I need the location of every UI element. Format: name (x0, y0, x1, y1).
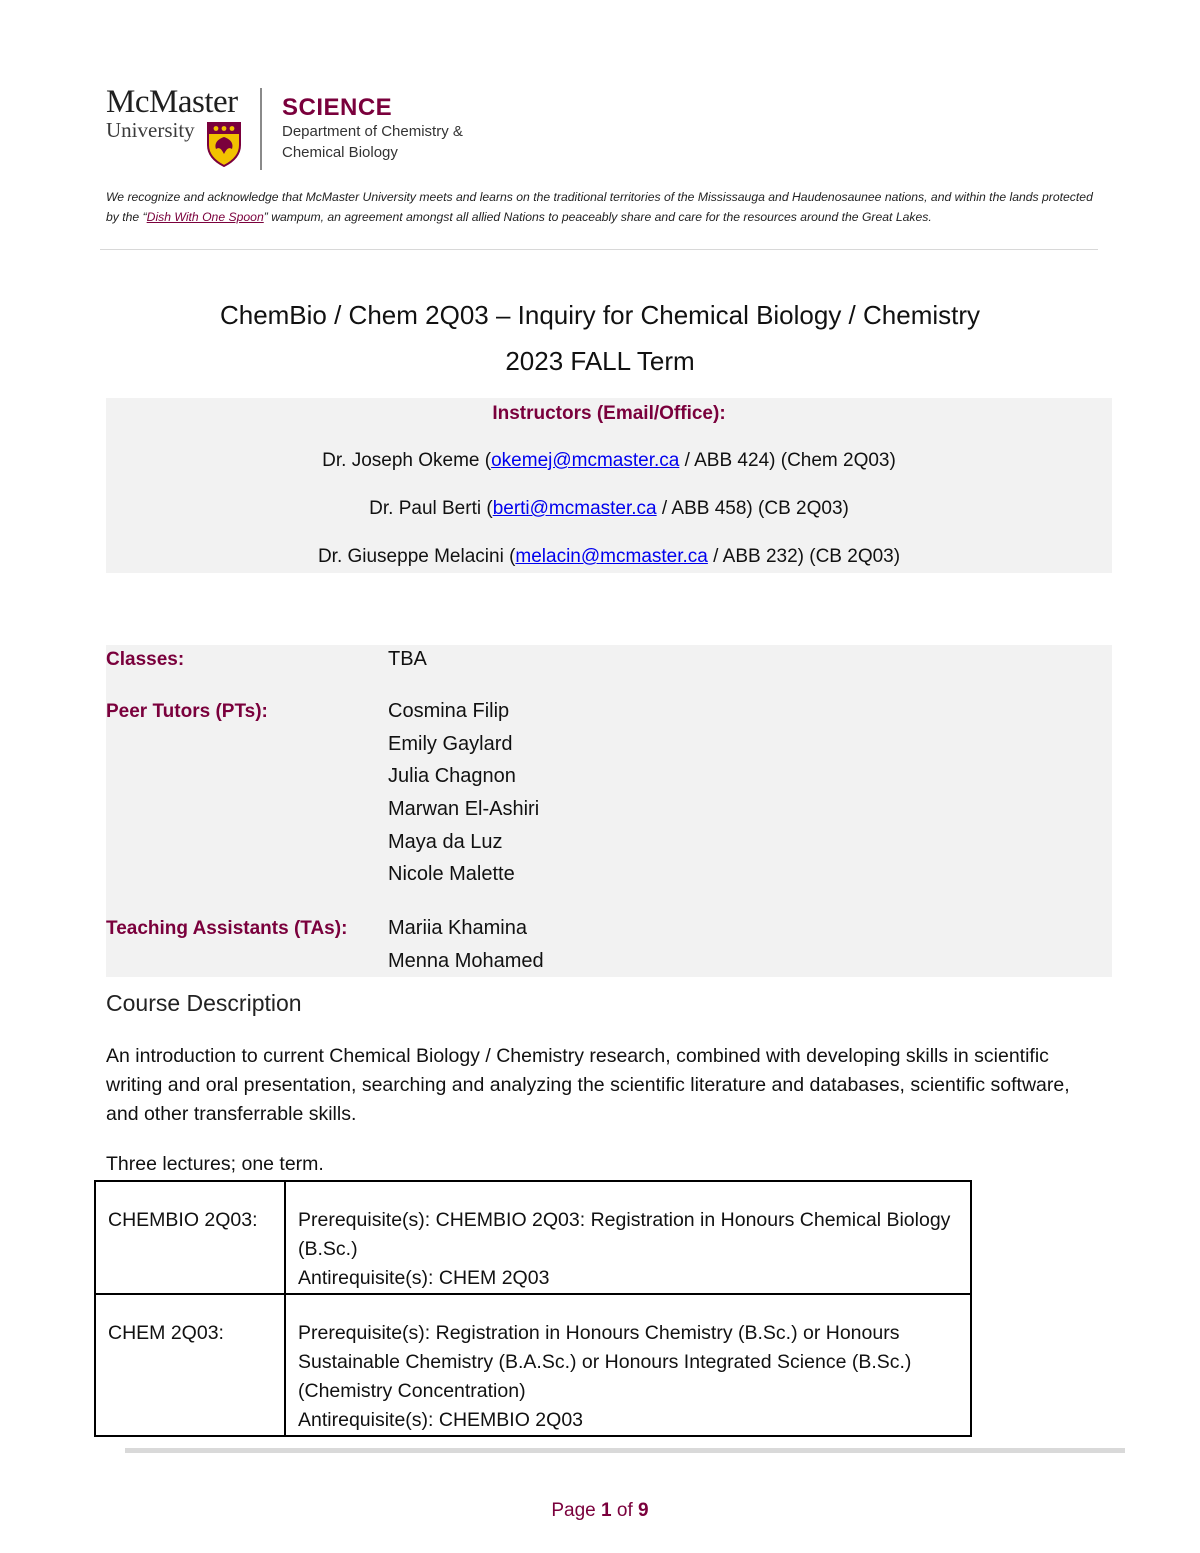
prerequisite-text: Prerequisite(s): CHEMBIO 2Q03: Registration in Honours Chemical Biology (B.Sc.) (298, 1209, 951, 1260)
instructor-row (106, 546, 1112, 568)
instructor-email-link[interactable]: okemej@mcmaster.ca (491, 450, 680, 471)
instructor-name: Dr. Giuseppe Melacini ( (317, 546, 516, 567)
course-term: 2023 FALL Term (505, 346, 695, 376)
teaching-assistant-name: Menna Mohamed (388, 950, 544, 972)
requisites-cell (285, 1181, 971, 1294)
peer-tutor-name: Cosmina Filip (388, 700, 510, 722)
course-code-cell: CHEM 2Q03: (95, 1294, 285, 1436)
instructor-email-link[interactable]: melacin@mcmaster.ca (515, 546, 708, 567)
land-acknowledgement (106, 188, 1106, 227)
antirequisite-text: Antirequisite(s): CHEMBIO 2Q03 (298, 1409, 584, 1431)
page-word: Page (551, 1500, 596, 1521)
peer-tutor-name: Julia Chagnon (388, 765, 516, 787)
course-description-heading: Course Description (106, 990, 302, 1016)
requisites-cell (285, 1294, 971, 1436)
table-row (95, 1294, 971, 1436)
peer-tutor-name: Nicole Malette (388, 863, 515, 885)
peer-tutor-name: Maya da Luz (388, 831, 503, 853)
logo-department-line2: Chemical Biology (282, 144, 398, 161)
logo-science: SCIENCE (282, 94, 393, 121)
table-row (95, 1181, 971, 1294)
logo-divider (260, 88, 262, 170)
land-ack-text-end: ” wampum, an agreement amongst all allied Nations to peaceably share and care for the resources around the Great Lakes. (263, 209, 932, 224)
instructor-name: Dr. Paul Berti ( (369, 498, 493, 519)
course-code-cell: CHEMBIO 2Q03: (95, 1181, 285, 1294)
page-current: 1 (601, 1500, 612, 1521)
instructor-row (106, 450, 1112, 472)
page-number (0, 1500, 1200, 1522)
teaching-assistant-name: Mariia Khamina (388, 917, 527, 939)
instructor-office: / ABB 232) (CB 2Q03) (707, 546, 901, 567)
peer-tutor-name: Marwan El-Ashiri (388, 798, 540, 820)
instructor-office: / ABB 458) (CB 2Q03) (656, 498, 849, 519)
peer-tutors-label: Peer Tutors (PTs): (106, 701, 268, 722)
footer-divider (125, 1448, 1125, 1453)
prerequisite-text: Prerequisite(s): Registration in Honours Chemistry (B.Sc.) or Honours Sustainable Chemistry (B.A.Sc.) or Honours Integrated Science (B.Sc.) (Chemistry Concentration) (298, 1322, 912, 1402)
classes-value: TBA (388, 648, 427, 670)
course-description-text: An introduction to current Chemical Biology / Chemistry research, combined with developing skills in scientific writing and oral presentation, searching and analyzing the scientific literature and databases, scientific software, and other transferrable skills. (106, 1045, 1070, 1125)
antirequisite-text: Antirequisite(s): CHEM 2Q03 (298, 1267, 550, 1289)
land-ack-text-start: We recognize and acknowledge that McMaster University meets and learns on the traditional territories of the Mississauga and Haudenosaunee nations, and within the lands protected by the “ (106, 190, 1093, 224)
page-total: 9 (638, 1500, 649, 1521)
instructors-heading: Instructors (Email/Office): (492, 403, 726, 424)
logo-mcmaster-wordmark: McMaster (106, 84, 238, 120)
teaching-assistants-label: Teaching Assistants (TAs): (106, 918, 348, 939)
instructor-email-link[interactable]: berti@mcmaster.ca (492, 498, 657, 519)
page-of: of (616, 1500, 633, 1521)
instructor-office: / ABB 424) (Chem 2Q03) (679, 450, 896, 471)
dish-with-one-spoon-link[interactable]: Dish With One Spoon (146, 209, 264, 224)
header-divider (100, 249, 1098, 250)
peer-tutor-name: Emily Gaylard (388, 733, 513, 755)
instructor-row (106, 498, 1112, 520)
instructor-name: Dr. Joseph Okeme ( (322, 450, 492, 471)
requisites-table (94, 1180, 972, 1437)
lectures-note: Three lectures; one term. (106, 1153, 324, 1175)
classes-label: Classes: (106, 649, 185, 670)
course-title: ChemBio / Chem 2Q03 – Inquiry for Chemical Biology / Chemistry (219, 300, 981, 330)
logo-university-wordmark: University (106, 118, 195, 142)
logo-department-line1: Department of Chemistry & (282, 123, 463, 140)
mcmaster-crest-icon (206, 121, 242, 167)
